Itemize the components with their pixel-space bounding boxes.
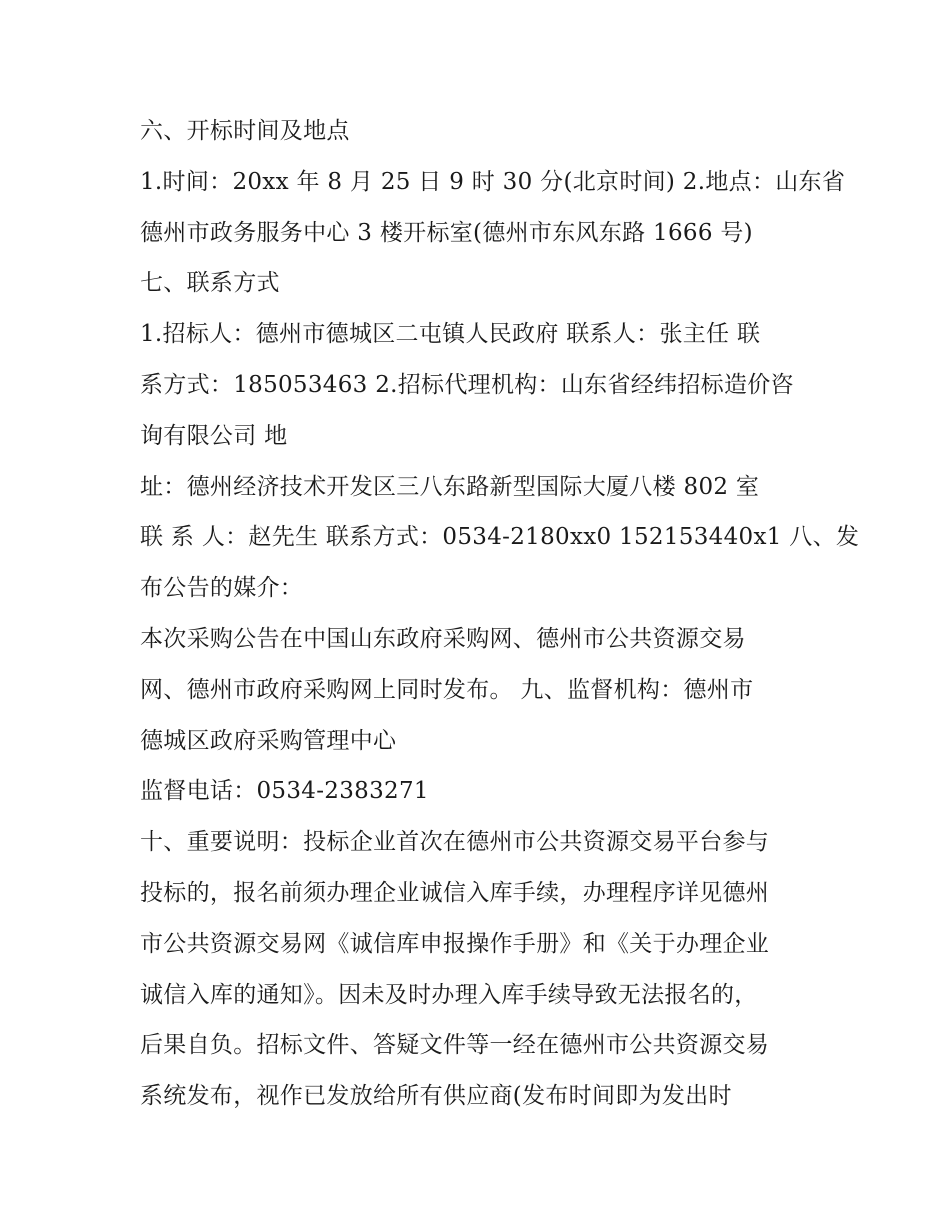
section-heading-opening: 六、开标时间及地点 [140, 118, 350, 144]
text-line: 投标的，报名前须办理企业诚信入库手续，办理程序详见德州 [140, 879, 770, 906]
text-line: 系方式：185053463 2.招标代理机构：山东省经纬招标造价咨 [140, 371, 794, 398]
text-line: 德州市政务服务中心 3 楼开标室(德州市东风东路 1666 号) [140, 219, 753, 246]
text-line: 系统发布，视作已发放给所有供应商(发布时间即为发出时 [140, 1083, 732, 1110]
text-line: 联 系 人：赵先生 联系方式：0534-2180xx0 152153440x1 八、发 [140, 524, 860, 551]
document-body [140, 108, 860, 1124]
text-line: 1.招标人：德州市德城区二屯镇人民政府 联系人：张主任 联 [140, 321, 761, 348]
text-line: 网、德州市政府采购网上同时发布。 九、监督机构：德州市 [140, 676, 754, 703]
section-heading-contact: 七、联系方式 [140, 270, 280, 297]
text-line: 十、重要说明：投标企业首次在德州市公共资源交易平台参与 [140, 829, 770, 856]
text-line: 询有限公司 地 [140, 422, 288, 449]
text-line: 1.时间：20xx 年 8 月 25 日 9 时 30 分(北京时间) 2.地点：山东省 [140, 168, 846, 195]
text-line: 址：德州经济技术开发区三八东路新型国际大厦八楼 802 室 [140, 473, 760, 500]
text-line: 本次采购公告在中国山东政府采购网、德州市公共资源交易 [140, 625, 746, 652]
text-line: 监督电话：0534-2383271 [140, 778, 429, 805]
text-line: 市公共资源交易网《诚信库申报操作手册》和《关于办理企业 [140, 930, 770, 957]
text-line: 后果自负。招标文件、答疑文件等一经在德州市公共资源交易 [140, 1032, 770, 1059]
text-line: 诚信入库的通知》。因未及时办理入库手续导致无法报名的， [140, 981, 758, 1008]
text-line: 德城区政府采购管理中心 [140, 727, 397, 754]
text-line: 布公告的媒介： [140, 575, 304, 602]
